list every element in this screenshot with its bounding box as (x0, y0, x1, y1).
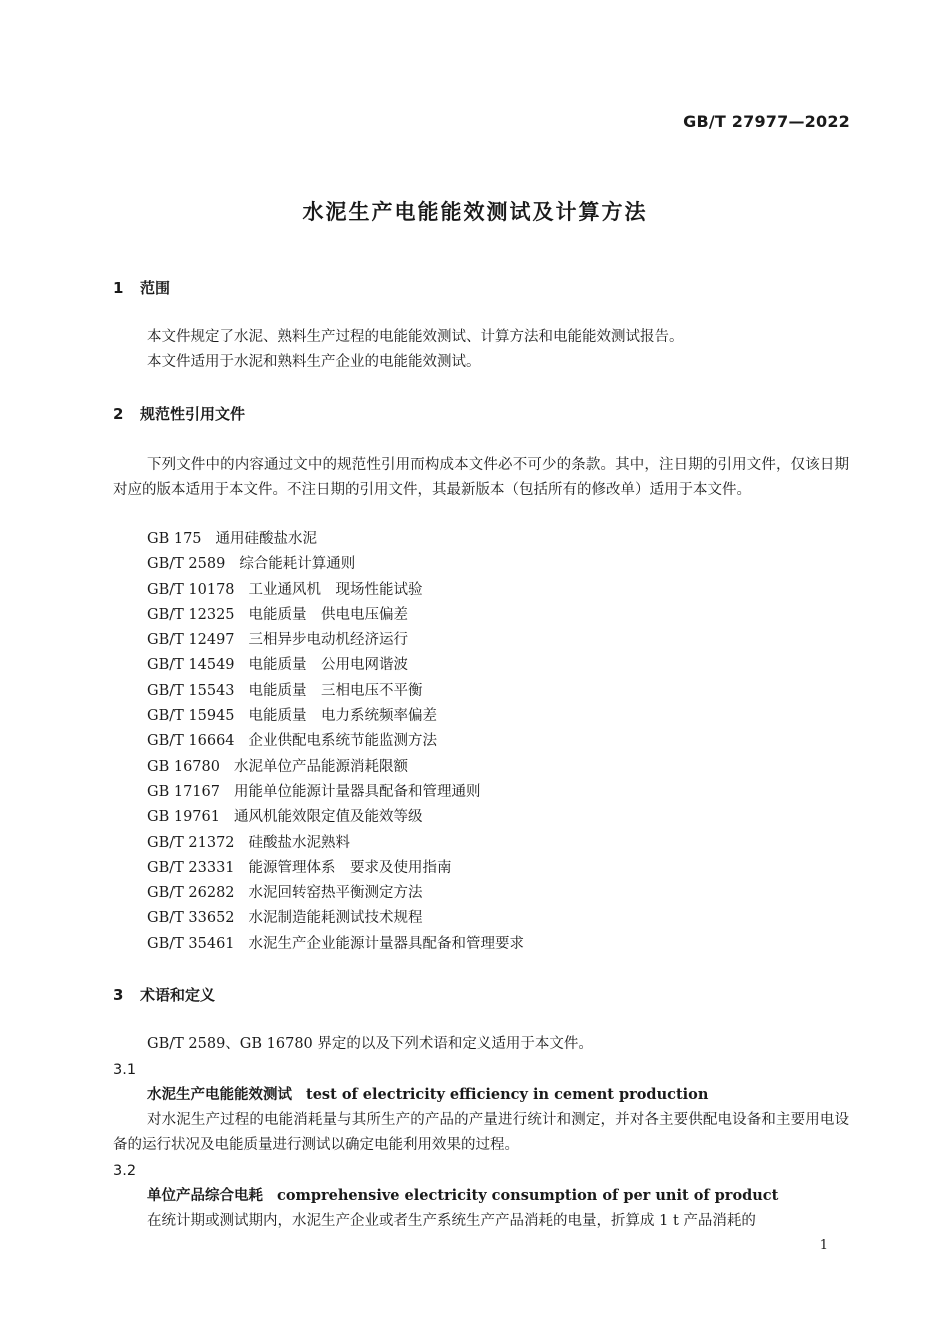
section-1-paragraph-1: 本文件规定了水泥、熟料生产过程的电能能效测试、计算方法和电能能效测试报告。 (147, 329, 684, 345)
reference-title: 水泥回转窑热平衡测定方法 (248, 885, 423, 902)
reference-code: GB/T 23331 (147, 859, 235, 876)
term-english: comprehensive electricity consumption of per unit of product (277, 1187, 779, 1204)
section-number: 3 (113, 986, 124, 1004)
reference-code: GB/T 15945 (147, 708, 235, 725)
section-number: 2 (113, 405, 124, 423)
reference-item (147, 831, 524, 856)
reference-code: GB/T 2589 (147, 556, 226, 573)
reference-code: GB 17167 (147, 783, 220, 800)
reference-title: 用能单位能源计量器具配备和管理通则 (233, 783, 481, 800)
page-number: 1 (819, 1238, 828, 1253)
section-number: 1 (113, 279, 124, 297)
reference-item (147, 603, 524, 628)
reference-item (147, 755, 524, 780)
reference-title: 硅酸盐水泥熟料 (248, 834, 351, 851)
reference-code: GB/T 16664 (147, 733, 235, 750)
section-2-intro: 下列文件中的内容通过文中的规范性引用而构成本文件必不可少的条款。其中，注日期的引用文件，仅该日期对应的版本适用于本文件。不注日期的引用文件，其最新版本（包括所有的修改单）适用于本文件。 (113, 457, 849, 498)
term-number: 3.1 (113, 1062, 137, 1078)
reference-title: 水泥单位产品能源消耗限额 (233, 758, 408, 775)
term-definition: 在统计期或测试期内，水泥生产企业或者生产系统生产产品消耗的电量，折算成 1 t 产品消耗的 (147, 1213, 756, 1229)
reference-item (147, 906, 524, 931)
term-chinese: 单位产品综合电耗 (147, 1188, 263, 1204)
reference-item (147, 856, 524, 881)
reference-code: GB 19761 (147, 809, 220, 826)
reference-title: 电能质量 三相电压不平衡 (248, 682, 423, 699)
reference-item (147, 552, 524, 577)
reference-title: 电能质量 公用电网谐波 (248, 657, 409, 674)
reference-code: GB/T 10178 (147, 581, 235, 598)
reference-code: GB/T 35461 (147, 935, 235, 952)
reference-code: GB/T 14549 (147, 657, 235, 674)
reference-item (147, 881, 524, 906)
reference-item (147, 679, 524, 704)
standard-number: GB/T 27977—2022 (683, 112, 850, 131)
section-title: 范围 (140, 279, 171, 297)
reference-code: GB/T 33652 (147, 910, 235, 927)
reference-code: GB/T 26282 (147, 885, 235, 902)
reference-title: 电能质量 电力系统频率偏差 (248, 708, 438, 725)
reference-item (147, 578, 524, 603)
reference-item (147, 805, 524, 830)
normative-reference-list (147, 527, 524, 957)
term-heading (147, 1085, 708, 1105)
reference-item (147, 704, 524, 729)
reference-title: 企业供配电系统节能监测方法 (248, 733, 438, 750)
reference-item (147, 729, 524, 754)
section-2-heading (113, 404, 245, 424)
section-title: 术语和定义 (140, 986, 216, 1004)
term-english: test of electricity efficiency in cement production (306, 1086, 709, 1103)
section-1-heading (113, 278, 170, 298)
section-title: 规范性引用文件 (140, 405, 246, 423)
reference-code: GB/T 12325 (147, 606, 235, 623)
reference-item (147, 527, 524, 552)
reference-title: 综合能耗计算通则 (239, 556, 356, 573)
reference-code: GB/T 12497 (147, 632, 235, 649)
term-chinese: 水泥生产电能能效测试 (147, 1087, 292, 1103)
document-title: 水泥生产电能能效测试及计算方法 (302, 200, 648, 224)
reference-title: 通用硅酸盐水泥 (215, 531, 318, 547)
reference-code: GB 16780 (147, 758, 220, 775)
term-heading (147, 1186, 778, 1206)
section-3-intro: GB/T 2589、GB 16780 界定的以及下列术语和定义适用于本文件。 (147, 1036, 593, 1052)
reference-title: 水泥生产企业能源计量器具配备和管理要求 (248, 935, 525, 952)
reference-title: 工业通风机 现场性能试验 (248, 581, 423, 598)
reference-code: GB/T 15543 (147, 682, 235, 699)
reference-item (147, 653, 524, 678)
term-definition: 对水泥生产过程的电能消耗量与其所生产的产品的产量进行统计和测定，并对各主要供配电设备和主要用电设备的运行状况及电能质量进行测试以确定电能利用效果的过程。 (113, 1112, 849, 1153)
section-1-paragraph-2: 本文件适用于水泥和熟料生产企业的电能能效测试。 (147, 354, 481, 370)
reference-code: GB 175 (147, 531, 202, 547)
reference-item (147, 932, 524, 957)
reference-title: 通风机能效限定值及能效等级 (233, 809, 423, 826)
reference-title: 三相异步电动机经济运行 (248, 632, 409, 649)
reference-code: GB/T 21372 (147, 834, 235, 851)
reference-title: 能源管理体系 要求及使用指南 (248, 859, 452, 876)
section-3-heading (113, 985, 215, 1005)
reference-item (147, 780, 524, 805)
reference-item (147, 628, 524, 653)
term-number: 3.2 (113, 1163, 137, 1179)
reference-title: 水泥制造能耗测试技术规程 (248, 910, 423, 927)
reference-title: 电能质量 供电电压偏差 (248, 606, 409, 623)
